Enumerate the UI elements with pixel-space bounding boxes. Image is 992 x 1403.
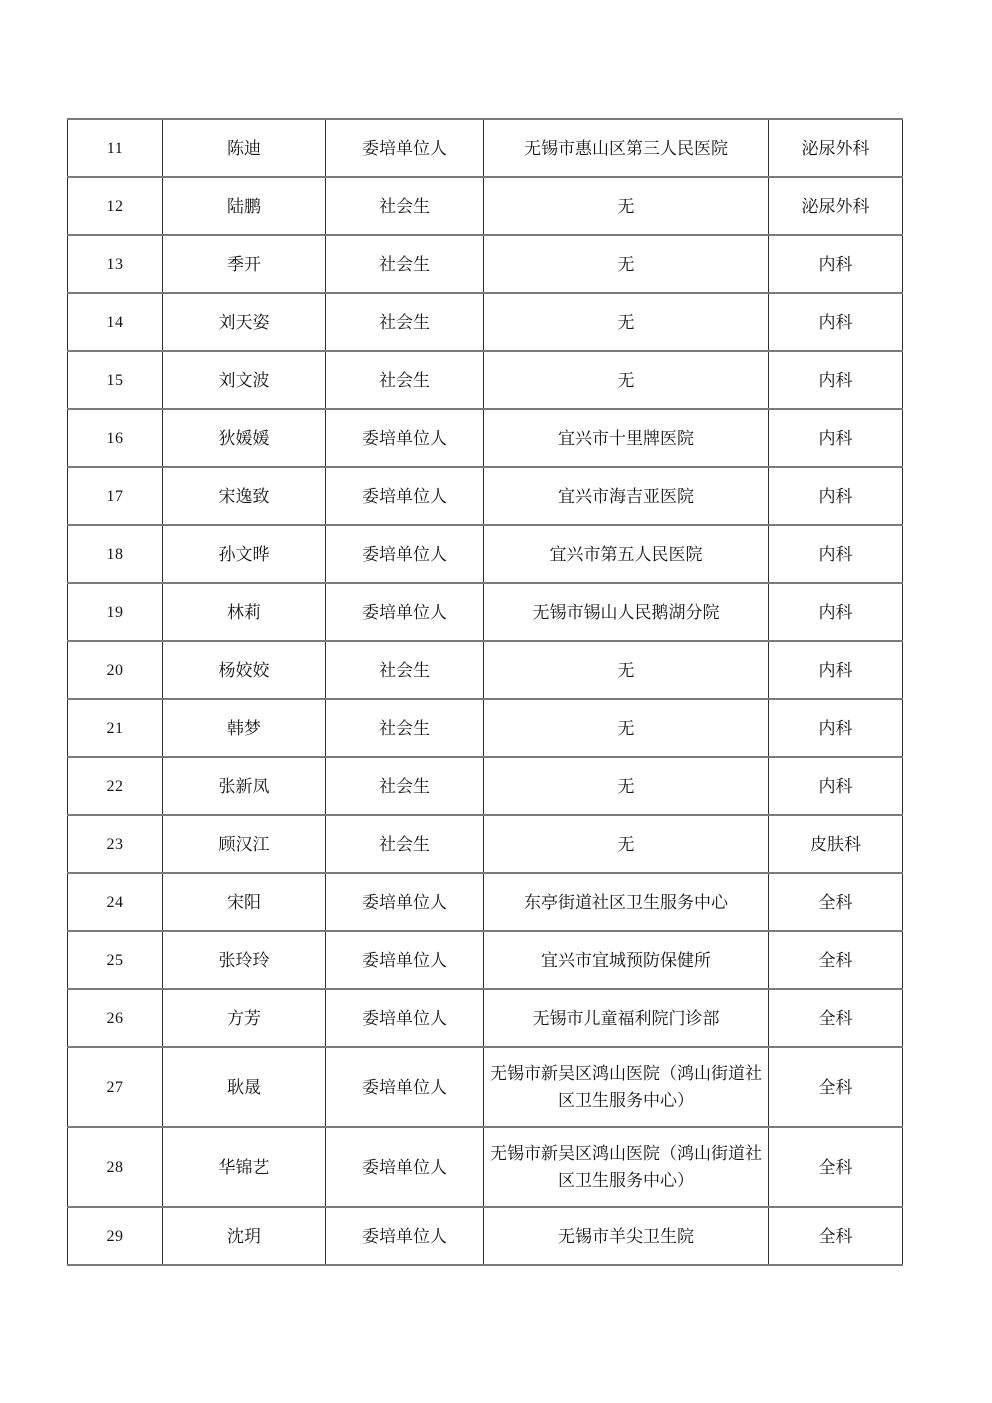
cell-name: 狄媛媛 <box>163 409 326 467</box>
cell-name: 宋阳 <box>163 873 326 931</box>
table-row <box>68 989 903 1047</box>
cell-type: 社会生 <box>326 235 484 293</box>
cell-name: 宋逸致 <box>163 467 326 525</box>
cell-unit: 无锡市锡山人民鹅湖分院 <box>484 583 769 641</box>
cell-index: 24 <box>68 873 163 931</box>
cell-unit: 东亭街道社区卫生服务中心 <box>484 873 769 931</box>
cell-department: 内科 <box>769 293 903 351</box>
cell-unit: 无 <box>484 293 769 351</box>
cell-unit: 宜兴市宜城预防保健所 <box>484 931 769 989</box>
table-row <box>68 1127 903 1207</box>
cell-index: 25 <box>68 931 163 989</box>
cell-unit: 无锡市新吴区鸿山医院（鸿山街道社区卫生服务中心） <box>484 1047 769 1127</box>
cell-name: 林莉 <box>163 583 326 641</box>
cell-name: 张新凤 <box>163 757 326 815</box>
table-row <box>68 525 903 583</box>
cell-name: 方芳 <box>163 989 326 1047</box>
cell-index: 23 <box>68 815 163 873</box>
cell-index: 17 <box>68 467 163 525</box>
cell-index: 18 <box>68 525 163 583</box>
cell-name: 华锦艺 <box>163 1127 326 1207</box>
cell-type: 委培单位人 <box>326 989 484 1047</box>
cell-index: 27 <box>68 1047 163 1127</box>
cell-type: 社会生 <box>326 699 484 757</box>
cell-type: 社会生 <box>326 177 484 235</box>
cell-index: 28 <box>68 1127 163 1207</box>
cell-index: 29 <box>68 1207 163 1265</box>
cell-department: 内科 <box>769 467 903 525</box>
table-row <box>68 583 903 641</box>
cell-type: 委培单位人 <box>326 1127 484 1207</box>
cell-unit: 无 <box>484 815 769 873</box>
cell-index: 22 <box>68 757 163 815</box>
table-row <box>68 815 903 873</box>
cell-unit: 无锡市羊尖卫生院 <box>484 1207 769 1265</box>
table-body <box>68 119 903 1265</box>
cell-unit: 无 <box>484 235 769 293</box>
cell-index: 19 <box>68 583 163 641</box>
table-row <box>68 931 903 989</box>
cell-name: 杨姣姣 <box>163 641 326 699</box>
cell-unit: 宜兴市第五人民医院 <box>484 525 769 583</box>
cell-type: 社会生 <box>326 815 484 873</box>
table-row <box>68 351 903 409</box>
cell-name: 刘天姿 <box>163 293 326 351</box>
cell-type: 委培单位人 <box>326 409 484 467</box>
cell-department: 全科 <box>769 873 903 931</box>
cell-name: 季开 <box>163 235 326 293</box>
cell-type: 委培单位人 <box>326 931 484 989</box>
cell-index: 21 <box>68 699 163 757</box>
cell-department: 内科 <box>769 525 903 583</box>
cell-type: 委培单位人 <box>326 467 484 525</box>
cell-name: 陆鹏 <box>163 177 326 235</box>
cell-department: 全科 <box>769 989 903 1047</box>
cell-department: 泌尿外科 <box>769 119 903 177</box>
cell-unit: 宜兴市海吉亚医院 <box>484 467 769 525</box>
cell-index: 14 <box>68 293 163 351</box>
table-row <box>68 293 903 351</box>
cell-index: 13 <box>68 235 163 293</box>
cell-type: 社会生 <box>326 293 484 351</box>
cell-department: 内科 <box>769 583 903 641</box>
cell-name: 孙文晔 <box>163 525 326 583</box>
cell-unit: 宜兴市十里牌医院 <box>484 409 769 467</box>
table-row <box>68 641 903 699</box>
table-row <box>68 873 903 931</box>
cell-department: 全科 <box>769 931 903 989</box>
cell-unit: 无 <box>484 351 769 409</box>
cell-name: 刘文波 <box>163 351 326 409</box>
cell-department: 内科 <box>769 409 903 467</box>
cell-name: 韩梦 <box>163 699 326 757</box>
cell-department: 内科 <box>769 641 903 699</box>
cell-unit: 无 <box>484 177 769 235</box>
cell-type: 社会生 <box>326 351 484 409</box>
cell-name: 耿晟 <box>163 1047 326 1127</box>
cell-index: 20 <box>68 641 163 699</box>
table-row <box>68 757 903 815</box>
cell-department: 全科 <box>769 1047 903 1127</box>
cell-name: 沈玥 <box>163 1207 326 1265</box>
table-row <box>68 1047 903 1127</box>
cell-name: 顾汉江 <box>163 815 326 873</box>
cell-department: 内科 <box>769 757 903 815</box>
cell-unit: 无 <box>484 699 769 757</box>
cell-index: 12 <box>68 177 163 235</box>
cell-unit: 无锡市惠山区第三人民医院 <box>484 119 769 177</box>
cell-index: 26 <box>68 989 163 1047</box>
cell-index: 16 <box>68 409 163 467</box>
cell-department: 全科 <box>769 1127 903 1207</box>
cell-department: 内科 <box>769 351 903 409</box>
cell-index: 15 <box>68 351 163 409</box>
table-row <box>68 1207 903 1265</box>
cell-type: 社会生 <box>326 641 484 699</box>
cell-name: 陈迪 <box>163 119 326 177</box>
cell-department: 皮肤科 <box>769 815 903 873</box>
cell-unit: 无 <box>484 641 769 699</box>
cell-type: 委培单位人 <box>326 873 484 931</box>
cell-department: 内科 <box>769 235 903 293</box>
cell-department: 内科 <box>769 699 903 757</box>
cell-type: 委培单位人 <box>326 583 484 641</box>
cell-department: 全科 <box>769 1207 903 1265</box>
table-row <box>68 177 903 235</box>
cell-name: 张玲玲 <box>163 931 326 989</box>
cell-unit: 无 <box>484 757 769 815</box>
cell-type: 社会生 <box>326 757 484 815</box>
cell-type: 委培单位人 <box>326 1207 484 1265</box>
trainee-roster-table <box>67 118 903 1266</box>
cell-type: 委培单位人 <box>326 525 484 583</box>
cell-type: 委培单位人 <box>326 119 484 177</box>
table-row <box>68 467 903 525</box>
table-row <box>68 409 903 467</box>
cell-unit: 无锡市儿童福利院门诊部 <box>484 989 769 1047</box>
cell-unit: 无锡市新吴区鸿山医院（鸿山街道社区卫生服务中心） <box>484 1127 769 1207</box>
cell-department: 泌尿外科 <box>769 177 903 235</box>
cell-index: 11 <box>68 119 163 177</box>
table-row <box>68 699 903 757</box>
cell-type: 委培单位人 <box>326 1047 484 1127</box>
table-row <box>68 119 903 177</box>
table-row <box>68 235 903 293</box>
